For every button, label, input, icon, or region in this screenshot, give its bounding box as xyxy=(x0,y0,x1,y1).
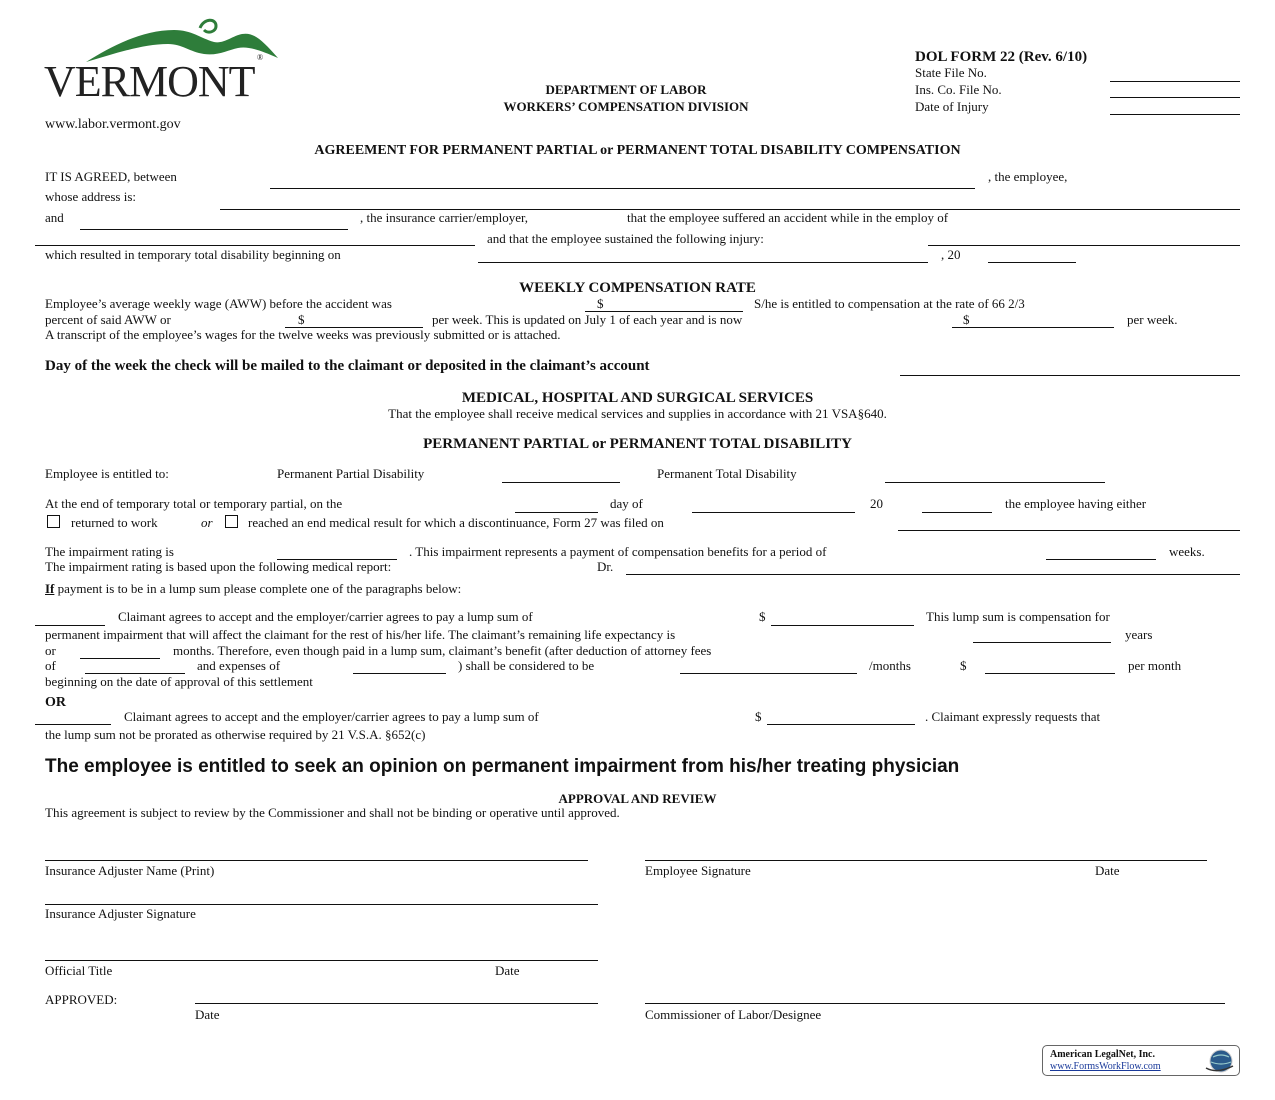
adjuster-name-field[interactable] xyxy=(45,860,588,861)
ptd-label: Permanent Total Disability xyxy=(657,466,797,481)
registered-mark: ® xyxy=(257,53,264,62)
compensation-for-label: This lump sum is compensation for xyxy=(926,609,1110,624)
lump1-amount-field[interactable] xyxy=(771,625,914,626)
twenty-label: 20 xyxy=(870,496,883,511)
date-injury-field[interactable] xyxy=(1110,114,1240,115)
years-label: years xyxy=(1125,627,1153,642)
requests-label: . Claimant expressly requests that xyxy=(925,709,1101,724)
check-day-label: Day of the week the check will be mailed to the claimant or deposited in the claimant’s account xyxy=(45,358,650,374)
weekly-heading: WEEKLY COMPENSATION RATE xyxy=(519,280,756,296)
approval-text: This agreement is subject to review by the Commissioner and shall not be binding or operative until approved. xyxy=(45,805,620,820)
logo-wordmark: VERMONT xyxy=(44,57,255,106)
commissioner-signature-field[interactable] xyxy=(645,1003,1225,1004)
returned-label: returned to work xyxy=(71,515,158,530)
considered-label: ) shall be considered to be xyxy=(458,658,595,673)
injury-label: and that the employee sustained the following injury: xyxy=(487,231,764,246)
per-month-label: per month xyxy=(1128,658,1182,673)
ttd-date-field[interactable] xyxy=(478,262,928,263)
lump-intro xyxy=(45,581,461,596)
aww-label: Employee’s average weekly wage (AWW) before the accident was xyxy=(45,296,392,311)
employee-name-field[interactable] xyxy=(270,188,975,189)
employee-signature-field[interactable] xyxy=(645,860,1207,861)
doctor-field[interactable] xyxy=(626,574,1240,575)
state-file-label: State File No. xyxy=(915,65,987,80)
beginning-text: beginning on the date of approval of this settlement xyxy=(45,674,313,689)
agreed-between-label: IT IS AGREED, between xyxy=(45,169,177,184)
legalnet-company: American LegalNet, Inc. xyxy=(1050,1049,1155,1060)
expenses-field[interactable] xyxy=(353,673,446,674)
rating-label: The impairment rating is xyxy=(45,544,174,559)
ins-file-field[interactable] xyxy=(1110,97,1240,98)
address-label: whose address is: xyxy=(45,189,136,204)
injury-field[interactable] xyxy=(928,245,1240,246)
returned-to-work-checkbox[interactable] xyxy=(47,515,60,528)
globe-icon xyxy=(1203,1048,1235,1074)
form-number: DOL FORM 22 (Rev. 6/10) xyxy=(915,49,1088,65)
monthly-amount-field[interactable] xyxy=(985,673,1115,674)
legalnet-url[interactable]: www.FormsWorkFlow.com xyxy=(1050,1061,1161,1072)
entitled-label: S/he is entitled to compensation at the rate of 66 2/3 xyxy=(754,296,1025,311)
dr-label: Dr. xyxy=(597,559,614,574)
updated-label: per week. This is updated on July 1 of each year and is now xyxy=(432,312,743,327)
medical-heading: MEDICAL, HOSPITAL AND SURGICAL SERVICES xyxy=(461,390,814,406)
approved-date-field[interactable] xyxy=(195,1003,598,1004)
approved-date-label: Date xyxy=(195,1007,220,1022)
percent-label: percent of said AWW or xyxy=(45,312,171,327)
suffered-label: that the employee suffered an accident while in the employ of xyxy=(627,210,949,225)
department-name: DEPARTMENT OF LABOR xyxy=(545,82,707,97)
the-employee-label: , the employee, xyxy=(988,169,1068,184)
lump1-select-field[interactable] xyxy=(35,625,105,626)
official-title-field[interactable] xyxy=(45,960,598,961)
employee-signature-label: Employee Signature xyxy=(645,863,751,878)
adjuster-name-label: Insurance Adjuster Name (Print) xyxy=(45,863,215,878)
weeks-label: weeks. xyxy=(1169,544,1205,559)
carrier-field[interactable] xyxy=(80,229,348,230)
form27-date-field[interactable] xyxy=(898,530,1240,531)
lump2-agrees-label: Claimant agrees to accept and the employer/carrier agrees to pay a lump sum of xyxy=(124,709,539,724)
monthly-dollar: $ xyxy=(960,658,967,673)
end-day-field[interactable] xyxy=(515,512,598,513)
employer-field[interactable] xyxy=(35,245,475,246)
based-upon-label: The impairment rating is based upon the following medical report: xyxy=(45,559,392,574)
lump2-amount-field[interactable] xyxy=(767,724,915,725)
benefit-months-field[interactable] xyxy=(680,673,857,674)
date-injury-label: Date of Injury xyxy=(915,99,989,114)
per-months-label: /months xyxy=(869,658,911,673)
adjuster-signature-label: Insurance Adjuster Signature xyxy=(45,906,196,921)
official-date-label: Date xyxy=(495,963,520,978)
ins-file-label: Ins. Co. File No. xyxy=(915,82,1002,97)
state-file-field[interactable] xyxy=(1110,81,1240,82)
medical-text: That the employee shall receive medical services and supplies in accordance with 21 VSA§640. xyxy=(388,406,887,421)
website-link[interactable]: www.labor.vermont.gov xyxy=(45,117,181,132)
and-label: and xyxy=(45,210,64,225)
check-day-field[interactable] xyxy=(900,375,1240,376)
form-title: AGREEMENT FOR PERMANENT PARTIAL or PERMANENT TOTAL DISABILITY COMPENSATION xyxy=(314,143,961,158)
permanent-text: permanent impairment that will affect the claimant for the rest of his/her life. The claimant’s remaining life expectancy is xyxy=(45,627,676,642)
physician-notice: The employee is entitled to seek an opinion on permanent impairment from his/her treating physician xyxy=(45,756,960,777)
ppd-field[interactable] xyxy=(502,482,620,483)
approval-heading: APPROVAL AND REVIEW xyxy=(558,791,717,806)
rate-dollar: $ xyxy=(298,312,305,327)
current-rate-dollar: $ xyxy=(963,312,970,327)
lump2-select-field[interactable] xyxy=(35,724,111,725)
months-field[interactable] xyxy=(80,658,160,659)
ppd-label: Permanent Partial Disability xyxy=(277,466,425,481)
expenses-label: and expenses of xyxy=(197,658,281,673)
or-separator: OR xyxy=(45,695,66,710)
ttd-year-field[interactable] xyxy=(988,262,1076,263)
aww-dollar: $ xyxy=(597,296,604,311)
lump-intro-text: payment is to be in a lump sum please complete one of the paragraphs below: xyxy=(54,581,462,596)
adjuster-signature-field[interactable] xyxy=(45,904,598,905)
months-therefore-label: months. Therefore, even though paid in a lump sum, claimant’s benefit (after deduction of attorney fees xyxy=(173,643,712,658)
per-week-label: per week. xyxy=(1127,312,1178,327)
day-of-label: day of xyxy=(610,496,643,511)
division-name: WORKERS’ COMPENSATION DIVISION xyxy=(503,99,749,114)
end-medical-result-checkbox[interactable] xyxy=(225,515,238,528)
carrier-label: , the insurance carrier/employer, xyxy=(360,210,529,225)
life-expectancy-field[interactable] xyxy=(973,642,1111,643)
lump1-dollar: $ xyxy=(759,609,766,624)
employee-date-label: Date xyxy=(1095,863,1120,878)
year-prefix-label: , 20 xyxy=(941,247,961,262)
ttd-label: which resulted in temporary total disability beginning on xyxy=(45,247,341,262)
lump1-agrees-label: Claimant agrees to accept and the employer/carrier agrees to pay a lump sum of xyxy=(118,609,533,624)
if-label: If xyxy=(45,581,55,596)
end-of-label: At the end of temporary total or temporary partial, on the xyxy=(45,496,343,511)
transcript-text: A transcript of the employee’s wages for the twelve weeks was previously submitted or is attached. xyxy=(45,327,561,342)
represents-label: . This impairment represents a payment of compensation benefits for a period of xyxy=(409,544,827,559)
commissioner-label: Commissioner of Labor/Designee xyxy=(645,1007,822,1022)
legalnet-badge xyxy=(1042,1045,1240,1076)
approved-label: APPROVED: xyxy=(45,992,118,1007)
current-rate-field[interactable] xyxy=(952,327,1114,328)
of-label: of xyxy=(45,658,56,673)
official-title-label: Official Title xyxy=(45,963,113,978)
end-year-field[interactable] xyxy=(922,512,992,513)
prorated-text: the lump sum not be prorated as otherwise required by 21 V.S.A. §652(c) xyxy=(45,727,426,742)
having-either-label: the employee having either xyxy=(1005,496,1147,511)
or-months-label: or xyxy=(45,643,56,658)
ptd-field[interactable] xyxy=(885,482,1105,483)
reached-label: reached an end medical result for which a discontinuance, Form 27 was filed on xyxy=(248,515,664,530)
end-month-field[interactable] xyxy=(692,512,855,513)
or-label: or xyxy=(201,515,213,530)
lump2-dollar: $ xyxy=(755,709,762,724)
disability-heading: PERMANENT PARTIAL or PERMANENT TOTAL DISABILITY xyxy=(423,436,852,452)
weeks-field[interactable] xyxy=(1046,559,1156,560)
entitled-to-label: Employee is entitled to: xyxy=(45,466,169,481)
